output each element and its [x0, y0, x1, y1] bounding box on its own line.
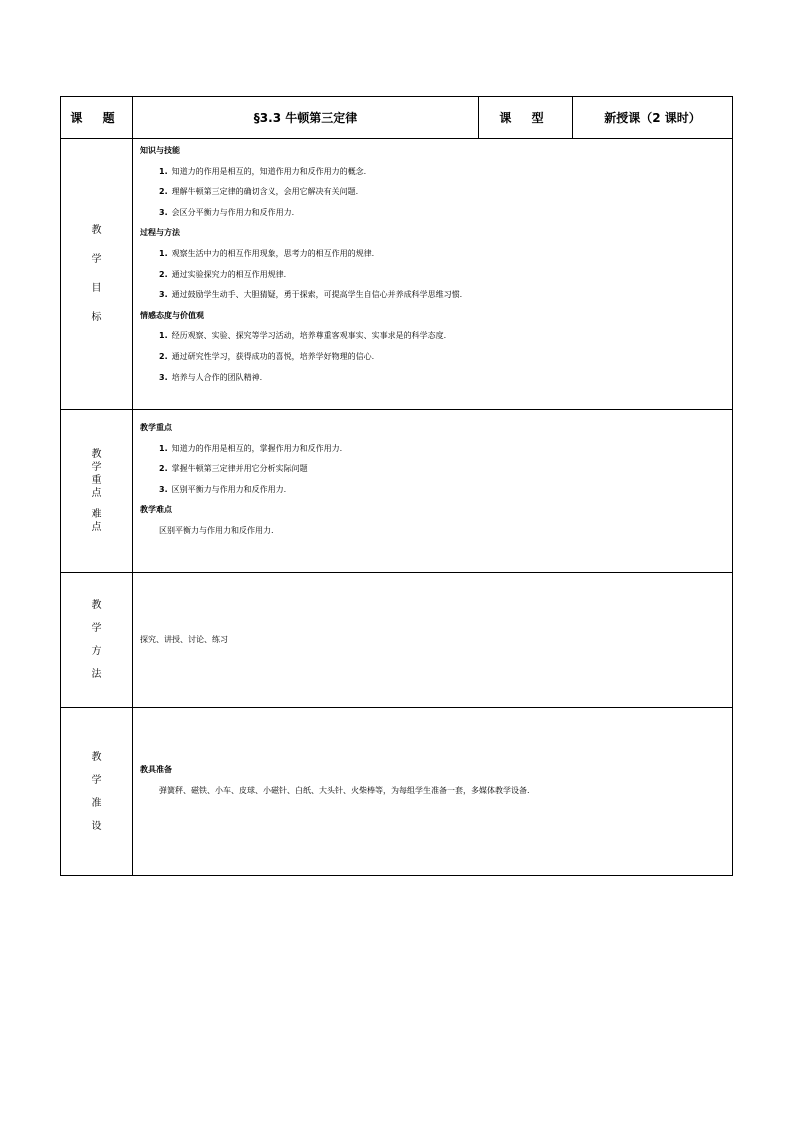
objectives-side-label: 教 学 目 标 — [61, 139, 133, 410]
focus-content — [133, 410, 733, 573]
methods-row — [61, 573, 733, 708]
focus-side-label: 教 学 重 点 难 点 — [61, 410, 133, 573]
list-item: 2. 通过实验探究力的相互作用规律. — [159, 269, 287, 279]
type-label: 课 型 — [479, 97, 573, 139]
list-item: 1. 观察生活中力的相互作用现象，思考力的相互作用的规律. — [159, 248, 375, 258]
list-item: 1. 知道力的作用是相互的，掌握作用力和反作用力. — [159, 443, 343, 453]
list-item: 3. 通过鼓励学生动手、大胆猜疑，勇于探索，可提高学生自信心并养成科学思维习惯. — [159, 290, 463, 300]
prep-side-label: 教 学 准 设 — [61, 708, 133, 876]
difficult-points-title: 教学难点 — [140, 505, 172, 515]
type-value: 新授课（2 课时） — [573, 97, 733, 139]
list-item: 1. 经历观察、实验、探究等学习活动，培养尊重客观事实、实事求是的科学态度. — [159, 331, 447, 341]
list-item: 3. 培养与人合作的团队精神. — [159, 372, 263, 382]
list-item: 1. 知道力的作用是相互的，知道作用力和反作用力的概念. — [159, 166, 367, 176]
key-points-title: 教学重点 — [140, 423, 172, 432]
objectives-content — [133, 139, 733, 410]
prep-text: 弹簧秤、磁铁、小车、皮球、小磁针、白纸、大头针、火柴棒等，为每组学生准备一套，多媒体教学设备. — [159, 785, 530, 795]
list-item: 3. 会区分平衡力与作用力和反作用力. — [159, 207, 295, 217]
prep-content — [133, 708, 733, 876]
methods-side-label: 教 学 方 法 — [61, 573, 133, 708]
topic-label: 课 题 — [61, 97, 133, 139]
list-item: 2. 通过研究性学习，获得成功的喜悦，培养学好物理的信心. — [159, 351, 375, 361]
difficult-points-text: 区别平衡力与作用力和反作用力. — [159, 525, 274, 535]
prep-row — [61, 708, 733, 876]
objectives-group-title: 过程与方法 — [140, 228, 180, 238]
prep-title: 教具准备 — [140, 765, 172, 774]
objectives-group-title: 知识与技能 — [140, 146, 180, 155]
topic-value: §3.3 牛顿第三定律 — [133, 97, 479, 139]
methods-content — [133, 573, 733, 708]
list-item: 3. 区别平衡力与作用力和反作用力. — [159, 484, 287, 494]
objectives-row — [61, 139, 733, 410]
lesson-plan-table — [60, 96, 733, 876]
focus-row — [61, 410, 733, 573]
methods-text: 探究、讲授、讨论、练习 — [140, 634, 228, 644]
list-item: 2. 理解牛顿第三定律的确切含义，会用它解决有关问题. — [159, 187, 359, 197]
header-row — [61, 97, 733, 139]
lesson-plan-sheet — [60, 96, 732, 876]
list-item: 2. 掌握牛顿第三定律并用它分析实际问题 — [159, 464, 308, 474]
objectives-group-title: 情感态度与价值观 — [140, 310, 204, 320]
